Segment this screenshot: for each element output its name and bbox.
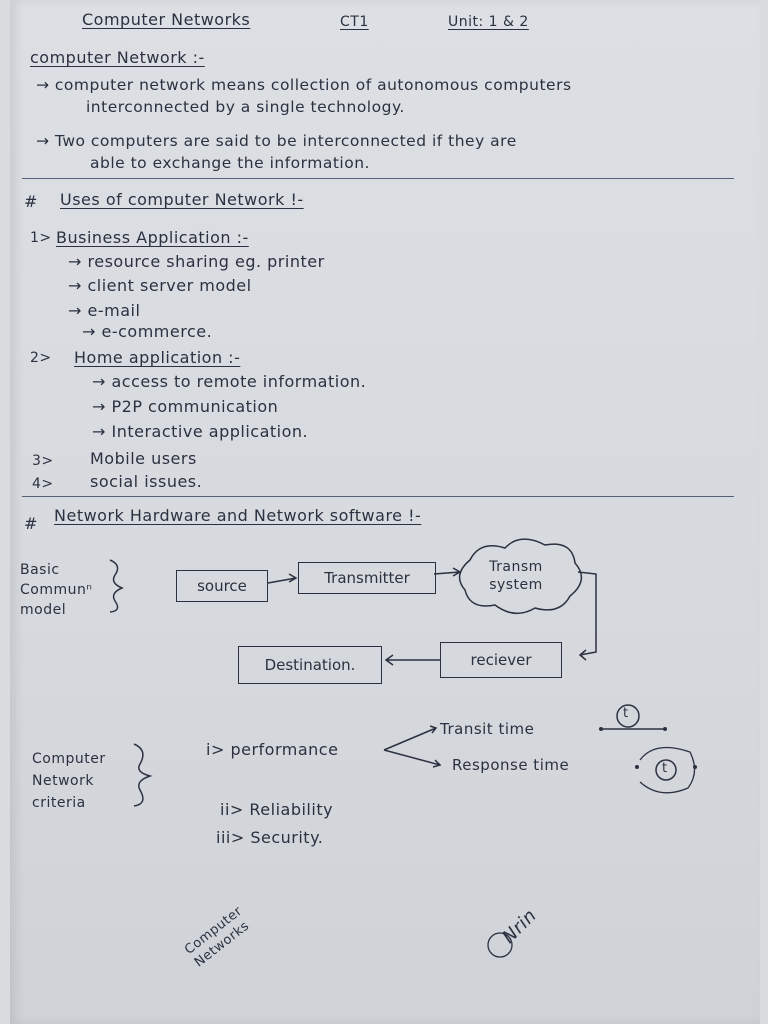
section1-title: computer Network :- [30, 48, 205, 67]
signature-circle [488, 933, 512, 957]
arrow-system-receiver [578, 572, 596, 660]
section3-title: Network Hardware and Network software !- [54, 506, 422, 525]
transmitter-box: Transmitter [298, 562, 436, 594]
arrow-receiver-destination [386, 655, 440, 665]
other-item-1: Mobile users [90, 449, 197, 468]
business-item-4: → e-commerce. [82, 322, 213, 341]
criteria-security: iii> Security. [216, 828, 324, 847]
destination-box: Destination. [238, 646, 382, 684]
model-label: Basic Communⁿ model [20, 562, 93, 618]
hash-mark-1: # [24, 192, 38, 211]
receiver-box: reciever [440, 642, 562, 678]
response-time-circle [656, 760, 676, 780]
bullet-3: 3> [32, 453, 54, 469]
transmission-cloud-icon [460, 539, 582, 613]
hash-mark-2: # [24, 514, 38, 533]
home-item-2: → P2P communication [92, 397, 279, 416]
bullet-4: 4> [32, 476, 54, 492]
response-time: Response time [452, 756, 570, 774]
model-brace [110, 560, 122, 612]
criteria-reliability: ii> Reliability [220, 800, 334, 819]
arrow-transmitter-system [434, 568, 460, 576]
header-test: CT1 [340, 14, 369, 30]
response-time-symbol: t [662, 761, 668, 776]
home-item-3: → Interactive application. [92, 422, 309, 441]
business-item-1: → resource sharing eg. printer [68, 252, 325, 271]
response-time-loop [640, 748, 695, 793]
home-item-1: → access to remote information. [92, 372, 367, 391]
business-title: Business Application :- [56, 228, 249, 247]
transit-time-circle [617, 705, 639, 727]
header-unit: Unit: 1 & 2 [448, 14, 529, 30]
bullet-2: 2> [30, 350, 52, 366]
section1-line4: able to exchange the information. [90, 154, 370, 172]
business-item-3: → e-mail [68, 301, 141, 320]
transit-time: Transit time [440, 720, 535, 738]
criteria-label: Computer Network criteria [32, 751, 106, 811]
arrow-source-transmitter [268, 574, 296, 583]
section1-line1: → computer network means collection of autonomous computers [36, 76, 572, 94]
performance-fork [384, 726, 440, 767]
business-item-2: → client server model [68, 276, 252, 295]
section1-line2: interconnected by a single technology. [86, 98, 405, 116]
header-subject: Computer Networks [82, 10, 251, 29]
stamp-text: Computer Networks [182, 903, 253, 971]
home-title: Home application :- [74, 348, 241, 367]
other-item-2: social issues. [90, 472, 203, 491]
section1-line3: → Two computers are said to be interconnected if they are [36, 132, 517, 150]
criteria-brace [134, 744, 150, 806]
source-box: source [176, 570, 268, 602]
signature: Nrin [498, 905, 541, 948]
transit-time-symbol: t [623, 706, 629, 721]
bullet-1: 1> [30, 230, 52, 246]
section2-title: Uses of computer Network !- [60, 190, 304, 209]
criteria-performance: i> performance [206, 740, 339, 759]
transmission-system-label: Transm system [489, 559, 543, 593]
